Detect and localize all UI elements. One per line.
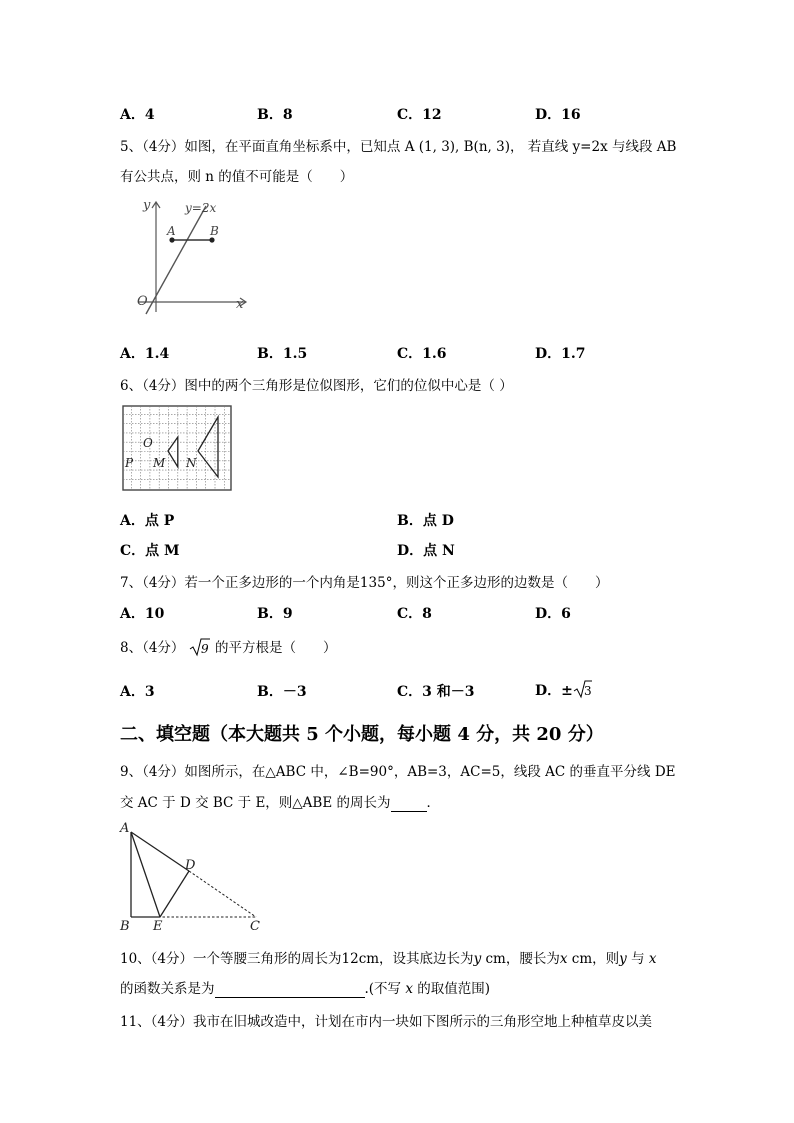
q8-option-a: A．3 [120,684,155,700]
q5-point-a-label: A [167,224,176,238]
q6-option-b: B．点 D [397,513,454,529]
q10-line2 [120,977,490,998]
q6-option-c: C．点 M [120,543,180,559]
q4-option-d: D．16 [535,107,581,123]
q5-option-c: C．1.6 [397,346,447,362]
q8-suffix: 的平方根是（ ） [215,640,337,656]
q5-point-b-label: B [210,224,219,238]
q7-option-a: A．10 [120,606,165,622]
q10-line1-prefix: 10、（4分）一个等腰三角形的周长为12cm，设其底边长为 [120,951,474,967]
q7-option-d: D．6 [535,606,571,622]
q9-line2 [120,791,440,812]
q9-point-c-label: C [250,919,260,934]
q9-triangle-figure [116,818,266,934]
q5-line1: 5、（4分）如图，在平面直角坐标系中，已知点 A (1, 3), B(n, 3)， 若直线 y=2x 与线段 AB [120,139,677,155]
q9-line2-suffix: ． [426,795,440,811]
q10-answer-blank[interactable] [215,981,365,998]
q6-point-n-label: N [186,456,197,470]
section-2-heading: 二、填空题（本大题共 5 个小题，每小题 4 分，共 20 分） [120,724,604,745]
q11-line1: 11、（4分）我市在旧城改造中，计划在市内一块如下图所示的三角形空地上种植草皮以美 [120,1014,653,1030]
q6-point-o-label: O [143,436,153,450]
q8-prefix: 8、（4分） [120,640,185,656]
q10-line1-mid3: 与 [626,951,649,967]
q7-option-c: C．8 [397,606,432,622]
q8-option-d-radicand: 3 [583,684,592,698]
q9-line1: 9、（4分）如图所示，在△ABC 中，∠B=90°，AB=3，AC=5，线段 AC 的垂直平分线 DE [120,764,676,780]
q5-coordinate-figure [128,192,253,317]
q4-option-a: A．4 [120,107,155,123]
q4-option-c: C．12 [397,107,442,123]
q6-line1: 6、（4分）图中的两个三角形是位似图形，它们的位似中心是（ ） [120,378,513,394]
q5-y-axis-label: y [143,198,151,213]
q6-option-d: D．点 N [397,543,455,559]
q7-option-b: B．9 [257,606,293,622]
q10-line2-end: 的取值范围) [412,981,491,997]
q9-point-a-label: A [120,821,130,836]
q7-line1: 7、（4分）若一个正多边形的一个内角是135°，则这个正多边形的边数是（ ） [120,575,609,591]
q6-point-m-label: M [153,456,166,470]
q8-option-c: C．3 和－3 [397,684,475,700]
q8-option-d-prefix: D．± [535,683,573,699]
q9-point-d-label: D [185,858,196,873]
q9-point-b-label: B [120,919,130,934]
q5-line-label: y=2x [185,201,217,215]
q8-radicand: 9 [200,641,209,656]
q5-x-axis-label: x [236,297,244,312]
q10-var-x2: x [648,951,657,967]
sqrt-icon [189,637,211,661]
q5-option-d: D．1.7 [535,346,586,362]
q5-origin-label: O [137,294,148,309]
q10-var-y2: y [619,951,627,967]
q8-line1 [120,636,337,661]
q8-option-d [535,679,593,703]
q6-option-a: A．点 P [120,513,175,529]
q10-line1 [120,947,657,967]
q9-line2-prefix: 交 AC 于 D 交 BC 于 E，则△ABE 的周长为 [120,795,391,811]
q5-option-a: A．1.4 [120,346,170,362]
q10-line1-mid2: cm，则 [567,951,620,967]
q9-point-e-label: E [153,919,163,934]
q9-answer-blank[interactable] [391,795,427,812]
q10-var-x: x [559,951,568,967]
q10-var-x3: x [405,981,413,997]
q10-var-y: y [473,951,482,967]
q6-grid-figure [122,405,232,491]
q4-option-b: B．8 [257,107,293,123]
q10-line1-mid: cm，腰长为 [481,951,560,967]
q10-line2-prefix: 的函数关系是为 [120,981,215,997]
q10-line2-suffix: .(不写 [364,981,406,997]
q5-option-b: B．1.5 [257,346,308,362]
q6-point-p-label: P [125,456,134,470]
q5-line2: 有公共点，则 n 的值不可能是（ ） [120,169,354,185]
sqrt-icon [573,679,593,703]
q8-option-b: B．－3 [257,684,307,700]
